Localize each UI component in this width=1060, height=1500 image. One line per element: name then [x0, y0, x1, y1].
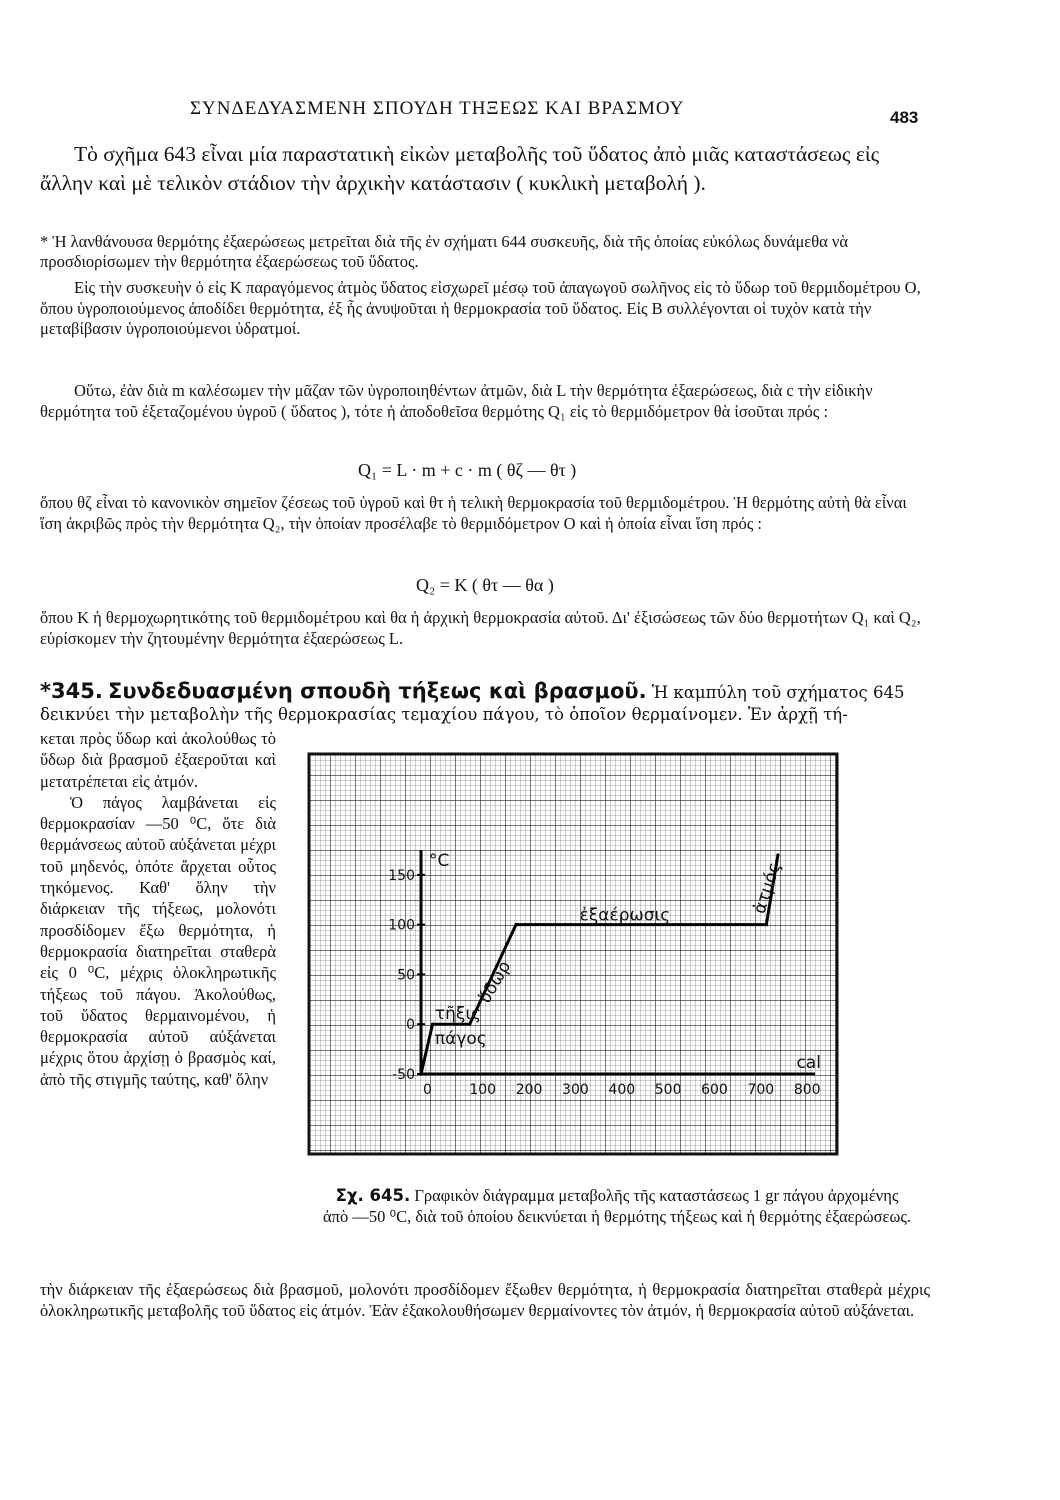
y-tick-label: 50	[397, 967, 415, 984]
caption-text: Γραφικὸν διάγραμμα μεταβολῆς τῆς καταστάσεως 1 gr πάγου ἀρχομένης ἀπὸ —50 ⁰C, διὰ τοῦ ὁποίου δεικνύεται ἡ θερμότης τήξεως καὶ ἡ θερμότης ἐξαερώσεως.	[323, 1186, 911, 1226]
y-axis-label: °C	[429, 851, 450, 871]
x-tick-label: 500	[654, 1082, 682, 1098]
equation-q1: Q₁ = L · m + c · m ( θζ — θτ )	[358, 460, 577, 480]
x-tick-label: 700	[747, 1082, 775, 1098]
figure-caption	[322, 1185, 912, 1227]
running-head: ΣΥΝΔΕΔΥΑΣΜΕΝΗ ΣΠΟΥΔΗ ΤΗΞΕΩΣ ΚΑΙ ΒΡΑΣΜΟΥ	[190, 98, 685, 119]
data-point	[514, 923, 517, 926]
paragraph-apparatus: Εἰς τὴν συσκευὴν ὁ εἰς Κ παραγόμενος ἀτμὸς ὕδατος εἰσχωρεῖ μέσῳ τοῦ ἀπαγωγοῦ σωλῆνος εἰς τὸ ὕδωρ τοῦ θερμιδομέτρου Ο, ὅπου ὑγροποιούμενος ἀποδίδει θερμότητα, ἐξ ἧς ἀνυψοῦται ἡ θερμοκρασία τοῦ ὕδατος. Εἰς Β συλλέγονται οἱ τυχὸν κατὰ τὴν μεταβίβασιν ὑγροποιούμενοι ὑδρατμοί.	[40, 278, 921, 338]
x-tick-label: 200	[515, 1082, 543, 1098]
paragraph-latent-heat: * Ἡ λανθάνουσα θερμότης ἐξαερώσεως μετρεῖται διὰ τῆς ἐν σχήματι 644 συσκευῆς, διὰ τῆς ὁποίας εὐκόλως δυνάμεθα νὰ προσδιορίσωμεν τὴν θερμότητα ἐξαερώσεως τοῦ ὕδατος.	[40, 232, 848, 271]
y-tick-label: 100	[388, 917, 415, 934]
y-tick-label: -50	[392, 1067, 415, 1083]
x-tick-label: 800	[793, 1082, 821, 1098]
x-tick-label: 300	[562, 1082, 589, 1098]
region-label-melting: τῆξις	[434, 1004, 482, 1025]
side-text	[40, 728, 276, 1090]
paragraph-boiling-point: ὅπου θζ εἶναι τὸ κανονικὸν σημεῖον ζέσεως τοῦ ὑγροῦ καὶ θτ ἡ τελικὴ θερμοκρασία τοῦ θερμιδομέτρου. Ἡ θερμότης αὐτὴ θὰ εἶναι ἴση ἀκριβῶς πρὸς τὴν θερμότητα Q₂, τὴν ὁποίαν προσέλαβε τὸ θερμιδόμετρον Ο καὶ ἡ ὁποία εἶναι ἴση πρός :	[40, 493, 907, 533]
heating-curve-chart	[305, 750, 845, 1160]
region-label-water: ὕδωρ	[475, 957, 516, 1007]
figure-645	[305, 750, 845, 1160]
paragraph-cyclic-change: Τὸ σχῆμα 643 εἶναι μία παραστατικὴ εἰκὼν μεταβολῆς τοῦ ὕδατος ἀπὸ μιᾶς καταστάσεως εἰς ἄλλην καὶ μὲ τελικὸν στάδιον τὴν ἀρχικὴν κατάστασιν ( κυκλικὴ μεταβολή ).	[40, 142, 880, 195]
y-tick-label: 150	[388, 867, 415, 884]
x-axis-label: cal	[796, 1053, 821, 1073]
x-tick-label: 100	[469, 1082, 497, 1098]
paragraph-vaporization: τὴν διάρκειαν τῆς ἐξαερώσεως διὰ βρασμοῦ, μολονότι προσδίδομεν ἔξωθεν θερμότητα, ἡ θερμοκρασία διατηρεῖται σταθερὰ μέχρις ὁλοκληρωτικῆς μεταβολῆς τοῦ ὕδατος εἰς ἀτμόν. Ἐὰν ἐξακολουθήσωμεν θερμαίνοντες τὸν ἀτμόν, ἡ θερμοκρασία αὐτοῦ αὐξάνεται.	[40, 1280, 930, 1320]
side-text-b: Ὁ πάγος λαμβάνεται εἰς θερμοκρασίαν —50 ⁰C, ὅτε διὰ θερμάνσεως αὐτοῦ αὐξάνεται μέχρι τοῦ μηδενός, ὁπότε ἄρχεται οὗτος τηκόμενος. Καθ' ὅλην τὴν διάρκειαν τῆς τήξεως, μολονότι προσδίδομεν ἔξω θερμότητα, ἡ θερμοκρασία διατηρεῖται σταθερὰ εἰς 0 ⁰C, μέχρις ὁλοκληρωτικῆς τήξεως τοῦ πάγου. Ἀκολούθως, τοῦ ὕδατος θερμαινομένου, ἡ θερμοκρασία αὐτοῦ αὐξάνεται μέχρις ὅτου ἀρχίσῃ ὁ βρασμὸς καί, ἀπὸ τῆς στιγμῆς ταύτης, καθ' ὅλην	[40, 792, 276, 1089]
section-number: *345.	[40, 679, 103, 703]
region-label-ice: πάγος	[434, 1029, 487, 1050]
x-tick-label: 400	[608, 1082, 636, 1098]
section-intro: Ἡ καμπύλη τοῦ σχήματος 645 δεικνύει τὴν μεταβολὴν τῆς θερμοκρασίας τεμαχίου πάγου, τὸ ὁποῖον θερμαίνομεν. Ἐν ἀρχῇ τή-	[40, 683, 905, 724]
region-label-vaporization: ἐξαέρωσις	[579, 905, 671, 926]
section-title: Συνδεδυασμένη σπουδὴ τήξεως καὶ βρασμοῦ.	[108, 679, 647, 703]
data-point	[431, 1023, 434, 1026]
y-tick-label: 0	[406, 1017, 415, 1034]
data-point	[765, 923, 768, 926]
x-tick-label: 0	[423, 1082, 432, 1098]
page-number: 483	[890, 108, 919, 127]
data-point	[419, 1072, 422, 1075]
section-heading-block	[40, 680, 930, 726]
equation-q2: Q₂ = Κ ( θτ — θα )	[416, 575, 554, 595]
region-label-steam: ἀτμός	[749, 860, 786, 917]
x-tick-label: 600	[701, 1082, 728, 1098]
paragraph-heat-capacity: ὅπου Κ ἡ θερμοχωρητικότης τοῦ θερμιδομέτρου καὶ θα ἡ ἀρχικὴ θερμοκρασία αὐτοῦ. Δι' ἐξισώσεως τῶν δύο θερμοτήτων Q₁ καὶ Q₂, εὑρίσκομεν τὴν ζητουμένην θερμότητα ἐξαερώσεως L.	[40, 608, 921, 648]
data-point	[776, 853, 779, 856]
caption-number: Σχ. 645.	[335, 1186, 411, 1205]
paragraph-definitions: Οὕτω, ἐὰν διὰ m καλέσωμεν τὴν μᾶζαν τῶν ὑγροποιηθέντων ἀτμῶν, διὰ L τὴν θερμότητα ἐξαερώσεως, διὰ c τὴν εἰδικὴν θερμότητα τοῦ ἐξεταζομένου ὑγροῦ ( ὕδατος ), τότε ἡ ἀποδοθεῖσα θερμότης Q₁ εἰς τὸ θερμιδόμετρον θὰ ἰσοῦται πρός :	[40, 381, 873, 421]
side-text-a: κεται πρὸς ὕδωρ καὶ ἀκολούθως τὸ ὕδωρ διὰ βρασμοῦ ἐξαεροῦται καὶ μετατρέπεται εἰς ἀτμόν.	[40, 729, 276, 791]
